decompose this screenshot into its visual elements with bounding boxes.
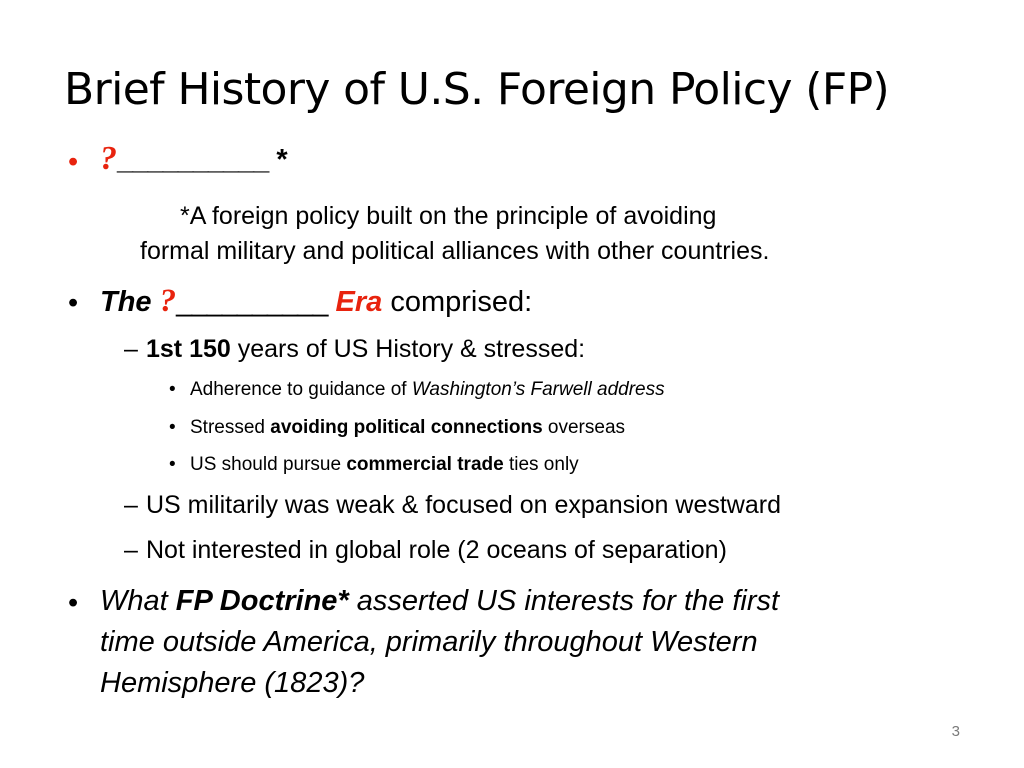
slide-title: Brief History of U.S. Foreign Policy (FP): [64, 64, 890, 115]
bullet-marker: •: [68, 146, 79, 178]
point-commercial-trade: [190, 454, 579, 476]
fp-doctrine-label: FP Doctrine*: [175, 585, 349, 617]
bullet-doctrine-line2: time outside America, primarily throughout Western: [100, 626, 758, 658]
bullet-marker: •: [68, 587, 79, 619]
subitem-military-weak: US militarily was weak & focused on expansion westward: [146, 491, 781, 519]
era-the: The: [100, 286, 152, 318]
first-150-label: 1st 150: [146, 335, 231, 363]
point-emphasis: avoiding political connections: [270, 417, 543, 438]
point-text: US should pursue: [190, 454, 347, 475]
page-number: 3: [951, 723, 960, 740]
bullet-doctrine-line1: [100, 585, 779, 618]
era-comprised: comprised:: [390, 286, 533, 318]
asterisk: *: [276, 144, 288, 176]
question-mark: ?: [159, 283, 177, 319]
answer-blank: __________: [176, 286, 328, 318]
question-mark: ?: [100, 140, 117, 177]
point-text: ties only: [503, 454, 579, 475]
definition-note-line1: *A foreign policy built on the principle of avoiding: [180, 202, 717, 230]
point-avoiding-connections: [190, 417, 625, 439]
bullet-marker: •: [169, 417, 176, 438]
bullet-era: [100, 283, 532, 320]
subitem-text: years of US History & stressed:: [237, 335, 586, 363]
point-text: Stressed: [190, 417, 271, 438]
dash-marker: –: [124, 536, 138, 564]
doctrine-text: asserted US interests for the first: [348, 585, 780, 617]
bullet-marker: •: [169, 454, 176, 475]
farewell-address-title: Washington’s Farwell address: [411, 379, 665, 400]
definition-note-line2: formal military and political alliances with other countries.: [140, 237, 770, 265]
point-emphasis: commercial trade: [346, 454, 504, 475]
dash-marker: –: [124, 335, 138, 363]
point-text: Adherence to guidance of: [190, 379, 412, 400]
subitem-first-150-years: [146, 335, 585, 364]
subitem-not-interested: Not interested in global role (2 oceans of separation): [146, 536, 727, 564]
bullet-marker: •: [169, 379, 176, 400]
dash-marker: –: [124, 491, 138, 519]
point-farewell-address: [190, 379, 665, 401]
point-text: overseas: [542, 417, 626, 438]
doctrine-text: What: [100, 585, 176, 617]
era-label: Era: [335, 286, 383, 318]
bullet-isolationism: [100, 140, 288, 178]
bullet-marker: •: [68, 287, 79, 319]
bullet-doctrine-line3: Hemisphere (1823)?: [100, 667, 365, 699]
answer-blank: __________: [117, 144, 269, 176]
